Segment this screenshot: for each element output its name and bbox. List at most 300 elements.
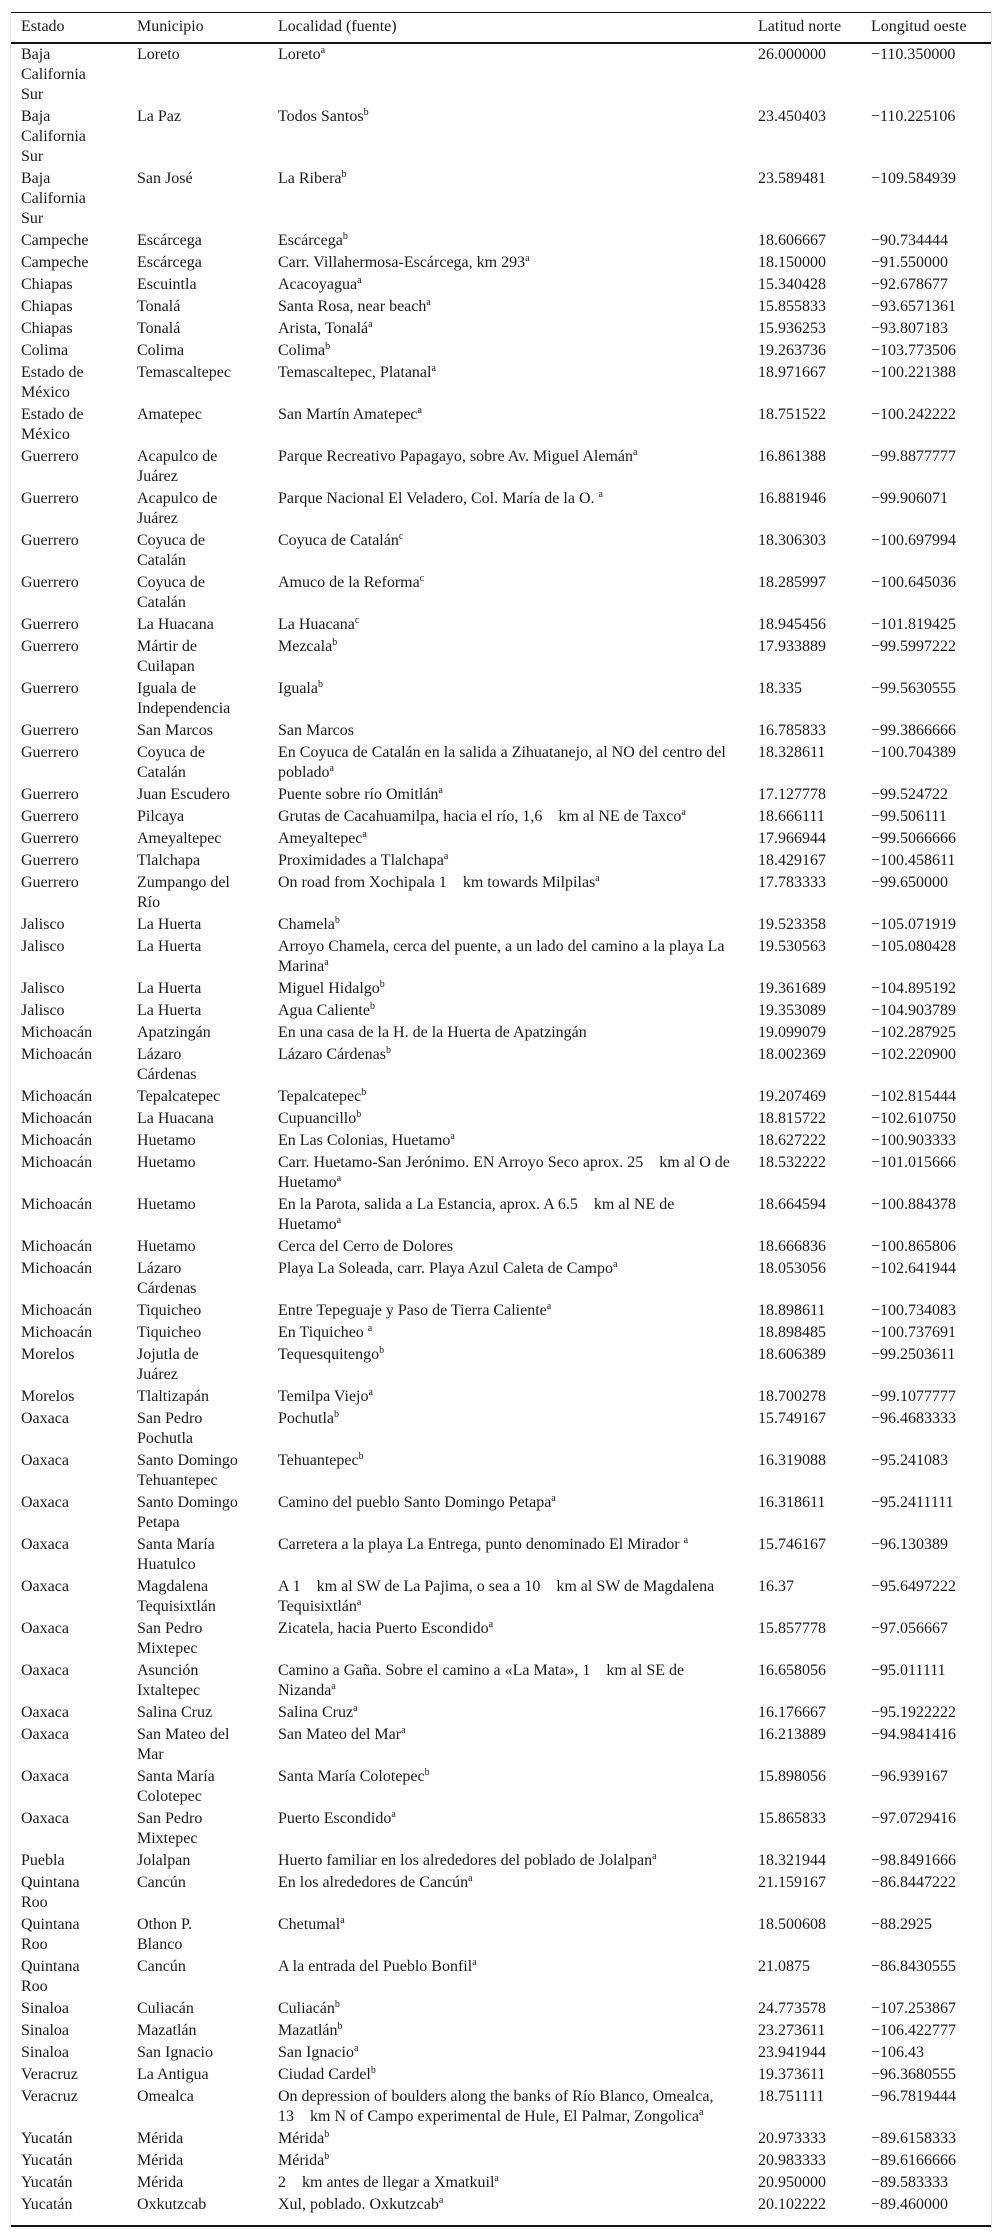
source-footnote-marker: a bbox=[357, 275, 362, 286]
cell-longitud: −99.650000 bbox=[871, 874, 949, 891]
cell-localidad bbox=[278, 1022, 758, 1044]
cell-longitud: −100.645036 bbox=[871, 574, 957, 591]
cell-estado: Michoacán bbox=[21, 1132, 93, 1149]
cell-localidad bbox=[278, 1130, 758, 1152]
table-row bbox=[11, 850, 991, 872]
table-row bbox=[11, 230, 991, 252]
cell-estado: Sinaloa bbox=[21, 2044, 69, 2061]
table-row bbox=[11, 1386, 991, 1408]
source-footnote-marker: b bbox=[334, 915, 340, 926]
cell-estado: Guerrero bbox=[21, 638, 79, 655]
source-footnote-marker: a bbox=[426, 297, 431, 308]
source-footnote-marker: b bbox=[334, 1999, 340, 2010]
cell-estado: Campeche bbox=[21, 254, 89, 271]
source-footnote-marker: b bbox=[379, 979, 385, 990]
cell-latitud: 18.971667 bbox=[758, 364, 826, 381]
cell-municipio: La Huacana bbox=[137, 616, 214, 633]
localidad-text: Arista, Tonalá bbox=[278, 320, 369, 337]
cell-longitud: −99.906071 bbox=[871, 490, 949, 507]
source-footnote-marker: a bbox=[438, 785, 443, 796]
cell-longitud: −100.242222 bbox=[871, 406, 957, 423]
cell-longitud: −89.460000 bbox=[871, 2194, 991, 2226]
localidad-text: Iguala bbox=[278, 680, 318, 697]
cell-estado: Guerrero bbox=[21, 722, 79, 739]
cell-estado: Michoacán bbox=[21, 1238, 93, 1255]
source-footnote-marker: a bbox=[431, 363, 436, 374]
cell-longitud: −99.5066666 bbox=[871, 830, 957, 847]
cell-longitud: −90.734444 bbox=[871, 232, 949, 249]
source-footnote-marker: a bbox=[681, 807, 686, 818]
cell-estado: Michoacán bbox=[21, 1024, 93, 1041]
cell-municipio: Escárcega bbox=[137, 254, 202, 271]
cell-latitud: 17.127778 bbox=[758, 786, 826, 803]
cell-longitud: −104.895192 bbox=[871, 980, 957, 997]
header-row bbox=[11, 13, 991, 44]
cell-municipio: Cancún bbox=[137, 1874, 186, 1891]
cell-estado: Morelos bbox=[21, 1346, 75, 1363]
cell-latitud: 26.000000 bbox=[758, 46, 826, 63]
cell-latitud: 19.263736 bbox=[758, 342, 826, 359]
table-row bbox=[11, 488, 991, 530]
cell-municipio: Salina Cruz bbox=[137, 1704, 213, 1721]
table-row bbox=[11, 318, 991, 340]
cell-latitud: 17.783333 bbox=[758, 874, 826, 891]
cell-estado: Jalisco bbox=[21, 916, 65, 933]
cell-estado: Yucatán bbox=[21, 2130, 73, 2147]
cell-municipio: San Mateo del Mar bbox=[137, 1726, 230, 1763]
source-footnote-marker: c bbox=[354, 615, 360, 626]
source-footnote-marker: a bbox=[494, 2173, 499, 2184]
cell-longitud: −96.4683333 bbox=[871, 1410, 957, 1427]
source-footnote-marker: b bbox=[369, 1001, 375, 1012]
cell-latitud: 18.898485 bbox=[758, 1324, 826, 1341]
cell-estado: Michoacán bbox=[21, 1110, 93, 1127]
source-footnote-marker: a bbox=[324, 957, 329, 968]
table-row bbox=[11, 1108, 991, 1130]
source-footnote-marker: a bbox=[356, 1597, 362, 1608]
cell-localidad bbox=[278, 678, 758, 720]
cell-estado: Michoacán bbox=[21, 1260, 93, 1277]
table-row bbox=[11, 720, 991, 742]
cell-longitud: −100.737691 bbox=[871, 1324, 957, 1341]
cell-municipio: Pilcaya bbox=[137, 808, 185, 825]
cell-estado: Guerrero bbox=[21, 448, 79, 465]
cell-municipio: Magdalena Tequisixtlán bbox=[137, 1578, 216, 1615]
cell-longitud: −100.697994 bbox=[871, 532, 957, 549]
table-row bbox=[11, 1236, 991, 1258]
cell-latitud: 20.983333 bbox=[758, 2152, 826, 2169]
cell-municipio: Huetamo bbox=[137, 1196, 196, 1213]
cell-municipio: Escuintla bbox=[137, 276, 197, 293]
cell-estado: Oaxaca bbox=[21, 1810, 69, 1827]
table-row bbox=[11, 2086, 991, 2128]
table-row bbox=[11, 784, 991, 806]
cell-localidad bbox=[278, 720, 758, 742]
cell-latitud: 15.936253 bbox=[758, 320, 826, 337]
table-row bbox=[11, 1702, 991, 1724]
cell-municipio: Acapulco de Juárez bbox=[137, 448, 218, 485]
table-row bbox=[11, 1322, 991, 1344]
source-footnote-marker: b bbox=[424, 1767, 430, 1778]
localidad-text: Tehuantepec bbox=[278, 1452, 359, 1469]
cell-estado: Quintana Roo bbox=[21, 1958, 80, 1995]
cell-estado: Jalisco bbox=[21, 938, 65, 955]
table-row bbox=[11, 914, 991, 936]
localidad-text: La Ribera bbox=[278, 170, 342, 187]
cell-longitud: −106.422777 bbox=[871, 2022, 957, 2039]
table-row bbox=[11, 296, 991, 318]
cell-longitud: −102.610750 bbox=[871, 1110, 957, 1127]
table-row bbox=[11, 1450, 991, 1492]
cell-municipio: Coyuca de Catalán bbox=[137, 744, 205, 781]
cell-latitud: 23.589481 bbox=[758, 170, 826, 187]
source-footnote-marker: b bbox=[325, 341, 331, 352]
cell-estado: Chiapas bbox=[21, 320, 73, 337]
localidad-text: Huerto familiar en los alrededores del poblado de Jolalpan bbox=[278, 1852, 653, 1869]
cell-latitud: 16.785833 bbox=[758, 722, 826, 739]
localidad-text: Coyuca de Catalán bbox=[278, 532, 399, 549]
cell-longitud: −92.678677 bbox=[871, 276, 949, 293]
cell-estado: Quintana Roo bbox=[21, 1874, 80, 1911]
cell-estado: Sinaloa bbox=[21, 2000, 69, 2017]
table-row bbox=[11, 2194, 991, 2226]
localidad-text: Colima bbox=[278, 342, 326, 359]
cell-municipio: Asunción Ixtaltepec bbox=[137, 1662, 201, 1699]
cell-municipio: Lázaro Cárdenas bbox=[137, 1260, 197, 1297]
cell-latitud: 18.328611 bbox=[758, 744, 826, 761]
cell-latitud: 15.857778 bbox=[758, 1620, 826, 1637]
table-row bbox=[11, 636, 991, 678]
cell-latitud: 18.002369 bbox=[758, 1046, 826, 1063]
source-footnote-marker: c bbox=[419, 573, 425, 584]
cell-estado: Baja California Sur bbox=[21, 108, 86, 165]
source-footnote-marker: a bbox=[443, 851, 449, 862]
cell-latitud: 18.815722 bbox=[758, 1110, 826, 1127]
source-footnote-marker: b bbox=[334, 1409, 339, 1420]
cell-latitud: 15.898056 bbox=[758, 1768, 826, 1785]
header-longitud: Longitud oeste bbox=[871, 13, 991, 44]
table-row bbox=[11, 2064, 991, 2086]
cell-estado: Oaxaca bbox=[21, 1726, 69, 1743]
cell-estado: Michoacán bbox=[21, 1302, 93, 1319]
cell-latitud: 18.751522 bbox=[758, 406, 826, 423]
localidad-text: Entre Tepeguaje y Paso de Tierra Caliente bbox=[278, 1302, 547, 1319]
source-footnote-marker: a bbox=[652, 1851, 657, 1862]
table-row bbox=[11, 1258, 991, 1300]
cell-estado: Sinaloa bbox=[21, 2022, 69, 2039]
cell-longitud: −110.350000 bbox=[871, 46, 956, 63]
cell-municipio: Tlalchapa bbox=[137, 852, 201, 869]
source-footnote-marker: a bbox=[546, 1301, 552, 1312]
cell-municipio: Mérida bbox=[137, 2152, 184, 2169]
cell-longitud: −105.080428 bbox=[871, 938, 957, 955]
cell-estado: Guerrero bbox=[21, 852, 79, 869]
table-row bbox=[11, 530, 991, 572]
cell-municipio: Santo Domingo Petapa bbox=[137, 1494, 238, 1531]
header-municipio: Municipio bbox=[137, 13, 278, 44]
source-footnote-marker: a bbox=[450, 1131, 455, 1142]
cell-latitud: 16.213889 bbox=[758, 1726, 826, 1743]
cell-localidad bbox=[278, 168, 758, 230]
cell-estado: Oaxaca bbox=[21, 1410, 69, 1427]
localidad-text: Xul, poblado. Oxkutzcab bbox=[278, 2196, 439, 2213]
cell-latitud: 18.606667 bbox=[758, 232, 826, 249]
source-footnote-marker: a bbox=[329, 763, 334, 774]
source-footnote-marker: a bbox=[336, 1173, 342, 1184]
cell-localidad bbox=[278, 2042, 758, 2064]
cell-latitud: 16.37 bbox=[758, 1578, 794, 1595]
cell-municipio: Oxkutzcab bbox=[137, 2194, 278, 2226]
localidad-text: Pochutla bbox=[278, 1410, 334, 1427]
cell-latitud: 19.373611 bbox=[758, 2066, 826, 2083]
cell-municipio: Mérida bbox=[137, 2130, 184, 2147]
cell-longitud: −99.1077777 bbox=[871, 1388, 957, 1405]
cell-municipio: La Paz bbox=[137, 108, 181, 125]
source-footnote-marker: a bbox=[368, 319, 373, 330]
cell-localidad bbox=[278, 488, 758, 530]
cell-longitud: −96.939167 bbox=[871, 1768, 949, 1785]
cell-municipio: Tiquicheo bbox=[137, 1324, 202, 1341]
table-row bbox=[11, 828, 991, 850]
cell-estado: Oaxaca bbox=[21, 1536, 69, 1553]
cell-estado: Veracruz bbox=[21, 2066, 78, 2083]
cell-municipio: San Ignacio bbox=[137, 2044, 213, 2061]
cell-estado: Guerrero bbox=[21, 574, 79, 591]
localidad-text: Amuco de la Reforma bbox=[278, 574, 420, 591]
cell-longitud: −102.220900 bbox=[871, 1046, 957, 1063]
localidad-text: Carretera a la playa La Entrega, punto denominado El Mirador bbox=[278, 1536, 684, 1553]
localidad-text: Zicatela, hacia Puerto Escondido bbox=[278, 1620, 489, 1637]
cell-latitud: 16.658056 bbox=[758, 1662, 826, 1679]
cell-localidad bbox=[278, 2086, 758, 2128]
cell-estado: Guerrero bbox=[21, 808, 79, 825]
cell-localidad bbox=[278, 1914, 758, 1956]
cell-estado: Yucatán bbox=[21, 2152, 73, 2169]
table-row bbox=[11, 1000, 991, 1022]
cell-municipio: Culiacán bbox=[137, 2000, 194, 2017]
cell-municipio: Cancún bbox=[137, 1958, 186, 1975]
cell-estado: Morelos bbox=[21, 1388, 75, 1405]
cell-estado: Oaxaca bbox=[21, 1578, 69, 1595]
cell-longitud: −100.865806 bbox=[871, 1238, 957, 1255]
localidad-text: Playa La Soleada, carr. Playa Azul Caleta de Campo bbox=[278, 1260, 613, 1277]
cell-estado: Guerrero bbox=[21, 532, 79, 549]
localidad-text: Carr. Villahermosa-Escárcega, km 293 bbox=[278, 254, 526, 271]
localidad-text: En Tiquicheo bbox=[278, 1324, 368, 1341]
table-row bbox=[11, 742, 991, 784]
cell-municipio: Santa María Colotepec bbox=[137, 1768, 215, 1805]
cell-longitud: −100.884378 bbox=[871, 1196, 957, 1213]
source-footnote-marker: b bbox=[337, 2021, 343, 2032]
localidad-text: Temascaltepec, Platanal bbox=[278, 364, 432, 381]
cell-municipio: San Pedro Pochutla bbox=[137, 1410, 203, 1447]
source-footnote-marker: b bbox=[379, 1345, 385, 1356]
localidad-text: Mazatlán bbox=[278, 2022, 338, 2039]
localidad-text: Escárcega bbox=[278, 232, 343, 249]
source-footnote-marker: a bbox=[472, 1957, 477, 1968]
cell-localidad bbox=[278, 614, 758, 636]
table-row bbox=[11, 1766, 991, 1808]
localidad-text: Tequesquitengo bbox=[278, 1346, 380, 1363]
source-footnote-marker: b bbox=[341, 169, 347, 180]
cell-estado: Guerrero bbox=[21, 874, 79, 891]
cell-latitud: 19.207469 bbox=[758, 1088, 826, 1105]
cell-estado: Yucatán bbox=[11, 2194, 137, 2226]
cell-municipio: La Huerta bbox=[137, 916, 202, 933]
cell-localidad bbox=[278, 230, 758, 252]
cell-localidad bbox=[278, 274, 758, 296]
cell-localidad bbox=[278, 340, 758, 362]
cell-localidad bbox=[278, 872, 758, 914]
cell-longitud: −107.253867 bbox=[871, 2000, 957, 2017]
cell-localidad bbox=[278, 784, 758, 806]
cell-localidad bbox=[278, 914, 758, 936]
cell-localidad bbox=[278, 1998, 758, 2020]
cell-localidad bbox=[278, 2064, 758, 2086]
localidad-text: Miguel Hidalgo bbox=[278, 980, 380, 997]
cell-municipio: Mazatlán bbox=[137, 2022, 197, 2039]
cell-municipio: La Antigua bbox=[137, 2066, 209, 2083]
cell-municipio: La Huerta bbox=[137, 1002, 202, 1019]
cell-longitud: −95.241083 bbox=[871, 1452, 949, 1469]
cell-municipio: Temascaltepec bbox=[137, 364, 231, 381]
table-row bbox=[11, 1086, 991, 1108]
cell-municipio: Tepalcatepec bbox=[137, 1088, 221, 1105]
cell-estado: Yucatán bbox=[21, 2174, 73, 2191]
source-footnote-marker: a bbox=[551, 1493, 556, 1504]
cell-localidad bbox=[278, 1344, 758, 1386]
cell-longitud: −86.8447222 bbox=[871, 1874, 957, 1891]
cell-longitud: −96.3680555 bbox=[871, 2066, 957, 2083]
cell-municipio: Lázaro Cárdenas bbox=[137, 1046, 197, 1083]
table-row bbox=[11, 1618, 991, 1660]
cell-latitud: 18.053056 bbox=[758, 1260, 826, 1277]
table-row bbox=[11, 1408, 991, 1450]
source-footnote-marker: a bbox=[468, 1873, 473, 1884]
cell-latitud: 20.950000 bbox=[758, 2174, 826, 2191]
cell-latitud: 18.751111 bbox=[758, 2088, 825, 2105]
cell-estado: Oaxaca bbox=[21, 1768, 69, 1785]
cell-longitud: −106.43 bbox=[871, 2044, 925, 2061]
cell-estado: Estado de México bbox=[21, 364, 84, 401]
cell-latitud: 23.273611 bbox=[758, 2022, 826, 2039]
cell-longitud: −95.2411111 bbox=[871, 1494, 954, 1511]
localidad-text: Loreto bbox=[278, 46, 321, 63]
cell-estado: Chiapas bbox=[21, 298, 73, 315]
cell-localidad bbox=[278, 850, 758, 872]
localidad-text: Parque Recreativo Papagayo, sobre Av. Miguel Alemán bbox=[278, 448, 634, 465]
cell-longitud: −105.071919 bbox=[871, 916, 957, 933]
localidad-text: 2 km antes de llegar a Xmatkuil bbox=[278, 2174, 495, 2191]
localidad-text: Cerca del Cerro de Dolores bbox=[278, 1238, 454, 1255]
table-row bbox=[11, 404, 991, 446]
cell-longitud: −99.506111 bbox=[871, 808, 947, 825]
cell-latitud: 18.666111 bbox=[758, 808, 825, 825]
source-footnote-marker: a bbox=[595, 873, 600, 884]
localidad-text: A 1 km al SW de La Pajima, o sea a 10 km al SW de Magdalena Tequisixtlán bbox=[278, 1578, 715, 1615]
cell-localidad bbox=[278, 1702, 758, 1724]
cell-localidad bbox=[278, 446, 758, 488]
table-row bbox=[11, 614, 991, 636]
localidad-text: Arroyo Chamela, cerca del puente, a un lado del camino a la playa La Marina bbox=[278, 938, 725, 975]
localidad-text: En una casa de la H. de la Huerta de Apatzingán bbox=[278, 1024, 587, 1041]
cell-latitud: 18.532222 bbox=[758, 1154, 826, 1171]
localidad-text: Ameyaltepec bbox=[278, 830, 363, 847]
cell-municipio: Tiquicheo bbox=[137, 1302, 202, 1319]
table-row bbox=[11, 806, 991, 828]
cell-municipio: Santa María Huatulco bbox=[137, 1536, 215, 1573]
cell-localidad bbox=[278, 2194, 758, 2226]
cell-municipio: La Huacana bbox=[137, 1110, 214, 1127]
cell-latitud: 15.855833 bbox=[758, 298, 826, 315]
cell-longitud: −109.584939 bbox=[871, 170, 957, 187]
cell-latitud: 18.150000 bbox=[758, 254, 826, 271]
localidad-text: On road from Xochipala 1 km towards Milpilas bbox=[278, 874, 596, 891]
cell-localidad bbox=[278, 1258, 758, 1300]
source-footnote-marker: a bbox=[598, 489, 603, 500]
cell-longitud: −100.221388 bbox=[871, 364, 957, 381]
source-footnote-marker: a bbox=[683, 1535, 689, 1546]
localidad-text: En los alrededores de Cancún bbox=[278, 1874, 469, 1891]
cell-municipio: Juan Escudero bbox=[137, 786, 230, 803]
cell-localidad bbox=[278, 404, 758, 446]
cell-estado: Quintana Roo bbox=[21, 1916, 80, 1953]
cell-municipio: Iguala de Independencia bbox=[137, 680, 231, 717]
cell-estado: Guerrero bbox=[21, 616, 79, 633]
localidad-text: Salina Cruz bbox=[278, 1704, 354, 1721]
cell-localidad bbox=[278, 252, 758, 274]
cell-longitud: −101.819425 bbox=[871, 616, 957, 633]
cell-longitud: −102.815444 bbox=[871, 1088, 957, 1105]
cell-municipio: Colima bbox=[137, 342, 185, 359]
cell-localidad bbox=[278, 1576, 758, 1618]
cell-municipio: Ameyaltepec bbox=[137, 830, 222, 847]
table-header bbox=[11, 13, 991, 44]
source-footnote-marker: b bbox=[363, 107, 369, 118]
cell-estado: Baja California Sur bbox=[21, 170, 86, 227]
cell-localidad bbox=[278, 1492, 758, 1534]
cell-localidad bbox=[278, 828, 758, 850]
table-row bbox=[11, 274, 991, 296]
source-footnote-marker: a bbox=[488, 1619, 494, 1630]
cell-localidad bbox=[278, 1086, 758, 1108]
localidad-text: La Huacana bbox=[278, 616, 355, 633]
table-row bbox=[11, 1808, 991, 1850]
cell-estado: Michoacán bbox=[21, 1324, 93, 1341]
source-footnote-marker: b bbox=[342, 231, 348, 242]
cell-municipio: Santo Domingo Tehuantepec bbox=[137, 1452, 238, 1489]
source-footnote-marker: a bbox=[525, 253, 530, 264]
source-footnote-marker: a bbox=[401, 1725, 406, 1736]
cell-estado: Michoacán bbox=[21, 1154, 93, 1171]
cell-municipio: San José bbox=[137, 170, 193, 187]
cell-latitud: 18.321944 bbox=[758, 1852, 826, 1869]
cell-localidad bbox=[278, 318, 758, 340]
cell-estado: Guerrero bbox=[21, 680, 79, 697]
localidad-text: Acacoyagua bbox=[278, 276, 358, 293]
localidad-text: En Las Colonias, Huetamo bbox=[278, 1132, 451, 1149]
localidad-text: On depression of boulders along the banks of Río Blanco, Omealca, 13 km N of Campo experimental de Hule, El Palmar, Zongolica bbox=[278, 2088, 714, 2125]
cell-latitud: 15.865833 bbox=[758, 1810, 826, 1827]
cell-localidad bbox=[278, 530, 758, 572]
source-footnote-marker: a bbox=[353, 1703, 358, 1714]
cell-latitud: 21.159167 bbox=[758, 1874, 826, 1891]
cell-estado: Oaxaca bbox=[21, 1620, 69, 1637]
localities-table-container bbox=[10, 12, 992, 2227]
localidad-text: Mérida bbox=[278, 2152, 325, 2169]
cell-longitud: −100.903333 bbox=[871, 1132, 957, 1149]
source-footnote-marker: a bbox=[353, 2043, 359, 2054]
